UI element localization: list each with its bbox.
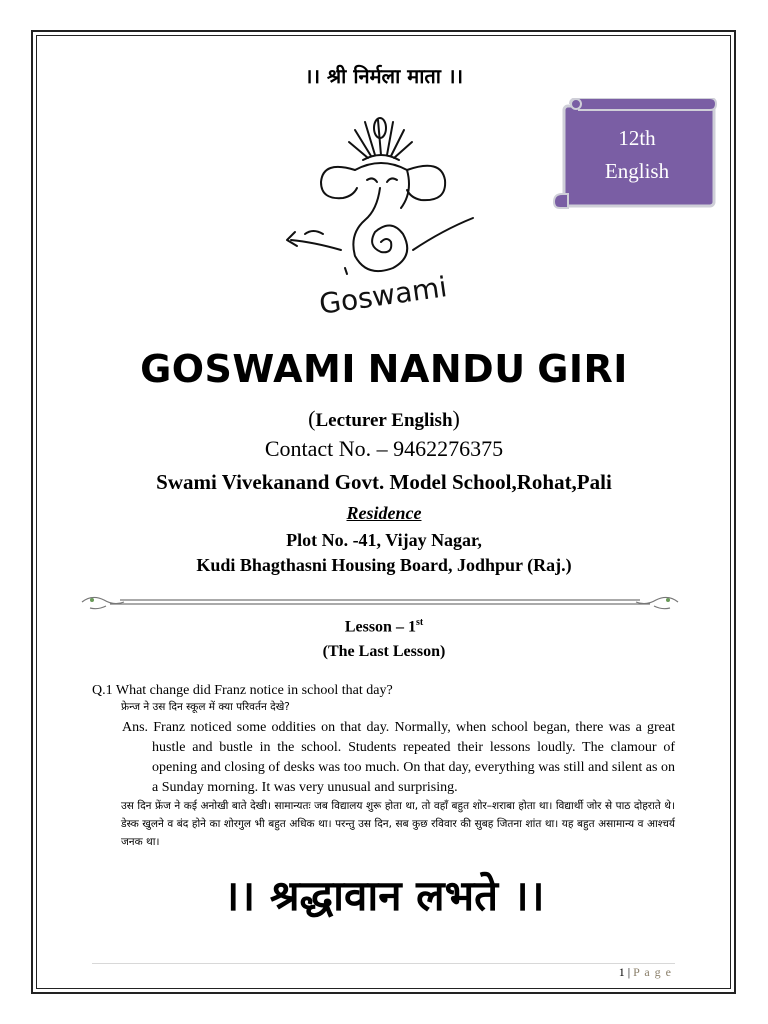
answer-1-text: Ans. Franz noticed some oddities on that day. Normally, when school began, there was a great hustle and bustle in the school. Students repeated their lessons loudly. The clamour of opening and closing of desks was too much. On that day, everything was still and silent as on a Sunday morning. It was very unusual and surprising. (122, 720, 675, 795)
teacher-name-first: GOSWAMI (140, 347, 356, 391)
lesson-number (0, 617, 768, 636)
divider-ornament (80, 590, 680, 614)
lesson-label: Lesson – 1 (344, 618, 416, 636)
teacher-name-middle: NANDU (367, 347, 526, 391)
motto: ।। श्रद्धावान लभते ।। (223, 871, 545, 920)
badge-grade: 12th (618, 126, 656, 150)
logo-signature: Goswami (317, 270, 450, 315)
invocation-heading: ।। श्री निर्मला माता ।। (304, 64, 464, 88)
teacher-role-text: Lecturer English (315, 410, 453, 431)
question-1: Q.1 What change did Franz notice in school that day? (92, 683, 393, 698)
page-number: 1 | P a g e (618, 965, 672, 979)
contact-number: Contact No. – 9462276375 (264, 436, 504, 461)
page-label: P a g e (633, 965, 672, 979)
footer-rule (92, 963, 675, 964)
residence-line-2: Kudi Bhagthasni Housing Board, Jodhpur (Raj.) (196, 555, 572, 575)
lesson-title: (The Last Lesson) (322, 643, 446, 660)
class-badge-text (566, 122, 708, 188)
badge-subject: English (604, 159, 670, 183)
ganesha-logo-drawing (283, 100, 483, 315)
ornamental-divider (80, 590, 680, 614)
teacher-role: (Lecturer English) (308, 406, 460, 431)
residence-line-1: Plot No. -41, Vijay Nagar, (286, 530, 482, 550)
ganesha-logo (283, 100, 483, 315)
school-name: Swami Vivekanand Govt. Model School,Rohat,Pali (156, 470, 612, 494)
lesson-ordinal: st (415, 617, 424, 628)
teacher-name (0, 347, 768, 391)
residence-heading: Residence (346, 503, 422, 523)
teacher-name-last: GIRI (537, 347, 628, 391)
answer-1 (92, 718, 675, 798)
answer-1-hindi: उस दिन फ्रेंज ने कई अनोखी बाते देखी। सामान्यतः जब विद्यालय शुरू होता था, तो वहाँ बहुत शोर–शराबा होता था। विद्यार्थी जोर से पाठ दोहराते थे। डेस्क खुलने व बंद होने का शोरगुल भी बहुत अधिक था। परन्तु उस दिन, सब कुछ रविवार की सुबह जितना शांत था। यह बहुत असामान्य व आश्चर्य जनक था। (121, 800, 675, 848)
question-1-hindi: फ्रेन्ज ने उस दिन स्कूल में क्या परिवर्तन देखे? (121, 701, 290, 713)
page-number-value: 1 (618, 965, 625, 979)
